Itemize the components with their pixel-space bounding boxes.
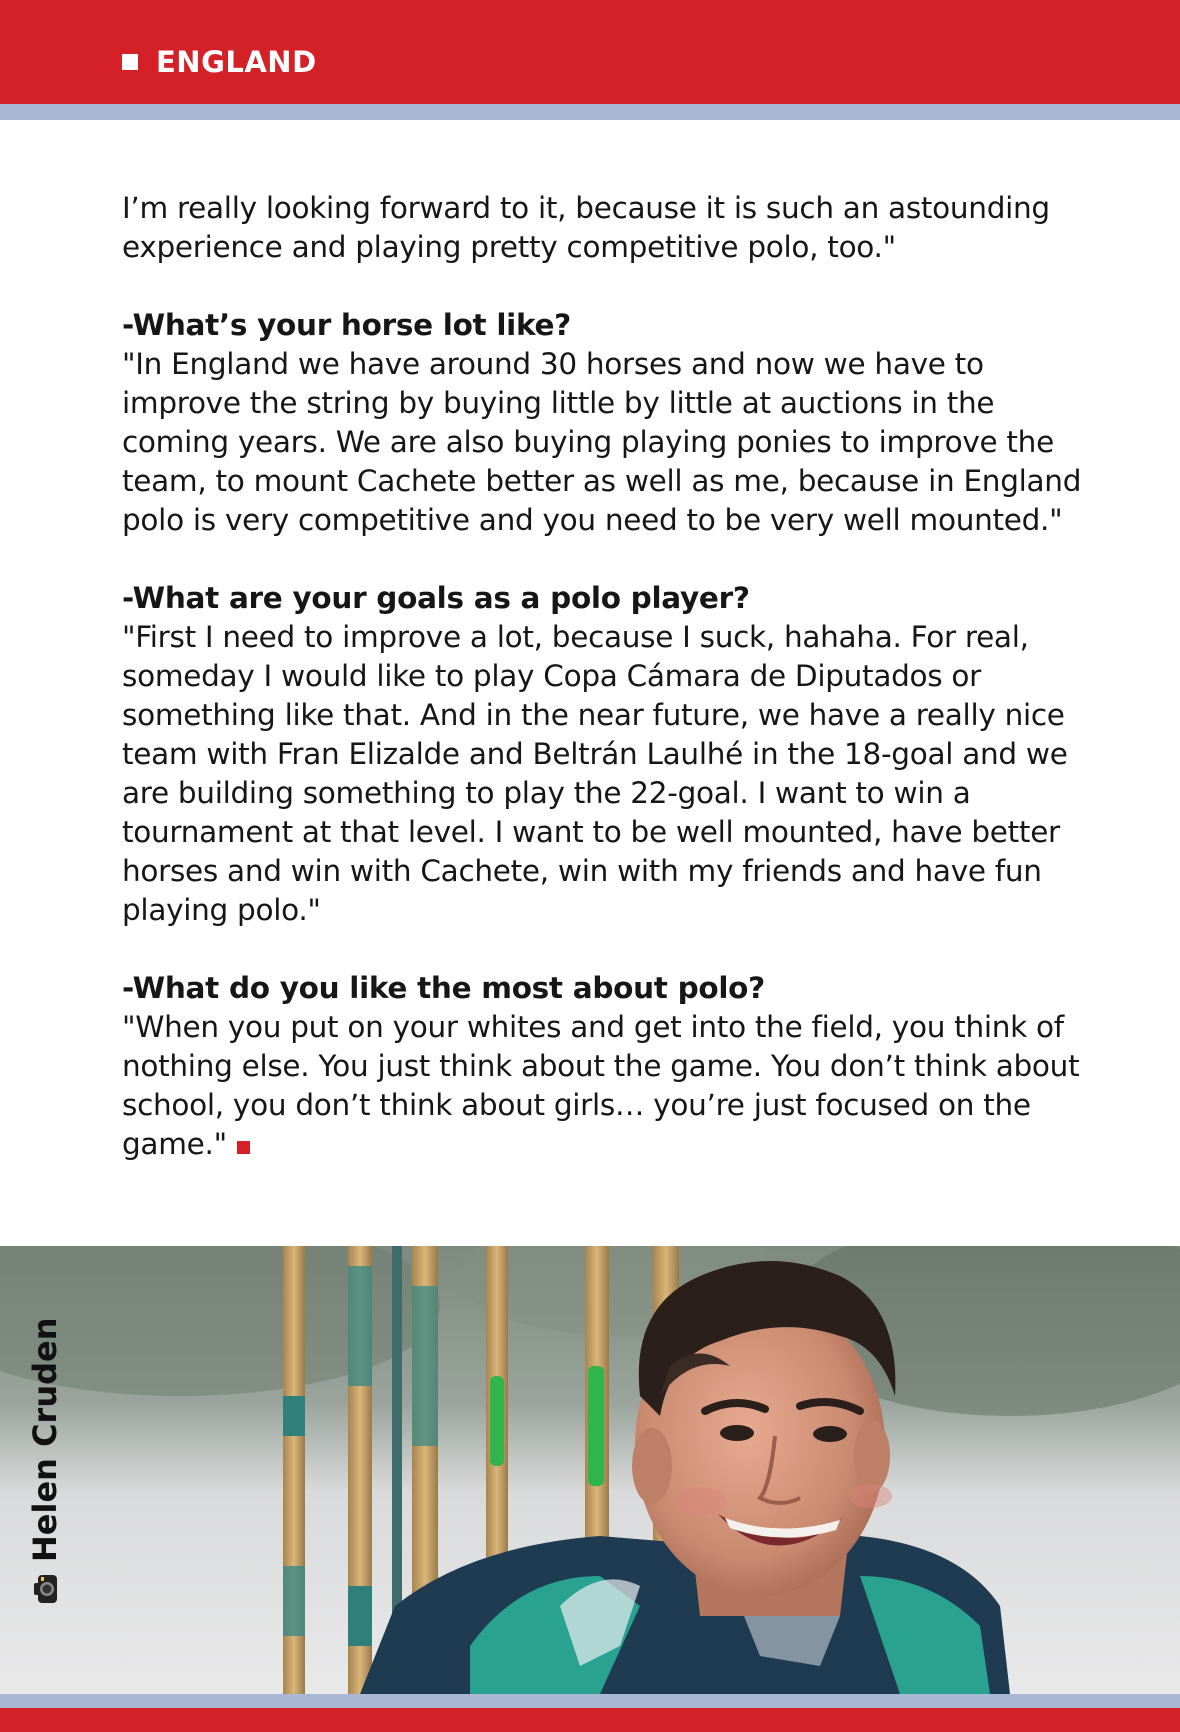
footer-bar (0, 1708, 1180, 1732)
header-stripe (0, 104, 1180, 120)
section-label (122, 46, 317, 78)
qa-block (122, 579, 1082, 930)
question-heading: -What do you like the most about polo? (122, 971, 765, 1005)
article-body (122, 189, 1082, 1164)
answer-paragraph: "First I need to improve a lot, because I suck, hahaha. For real, someday I would like to play Copa Cámara de Diputados or something like that. And in the near future, we have a really nice team with Fran Elizalde and Beltrán Laulhé in the 18-goal and we are building something to play the 22-goal. I want to win a tournament at that level. I want to be well mounted, have better horses and win with Cachete, win with my friends and have fun playing polo." (122, 620, 1068, 927)
question-heading: -What’s your horse lot like? (122, 308, 571, 342)
qa-block (122, 306, 1082, 540)
answer-paragraph: "In England we have around 30 horses and now we have to improve the string by buying little by little at auctions in the coming years. We are also buying playing ponies to improve the team, to mount Cachete better as well as me, because in England polo is very competitive and you need to be very well mounted." (122, 347, 1082, 537)
answer-paragraph (122, 1008, 1082, 1164)
answer-text: "When you put on your whites and get into the field, you think of nothing else. You just think about the game. You don’t think about school, you don’t think about girls… you’re just focused on the game." (122, 1010, 1080, 1161)
player-photo (0, 1246, 1180, 1694)
end-of-article-icon (237, 1141, 250, 1154)
qa-block (122, 969, 1082, 1164)
camera-icon (32, 1574, 58, 1604)
question-heading: -What are your goals as a polo player? (122, 581, 750, 615)
photo-credit (22, 1164, 68, 1604)
section-square-icon (122, 54, 138, 70)
photo-credit-name: Helen Cruden (26, 1317, 64, 1562)
footer-stripe (0, 1694, 1180, 1708)
intro-paragraph: I’m really looking forward to it, because it is such an astounding experience and playing pretty competitive polo, too." (122, 191, 1050, 264)
section-title: ENGLAND (156, 45, 317, 79)
